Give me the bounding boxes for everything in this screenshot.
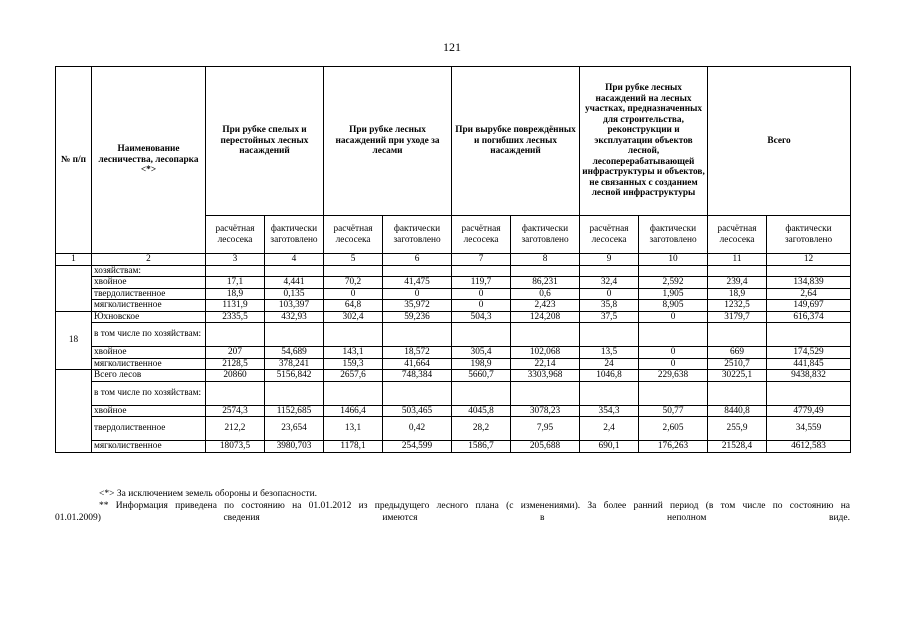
col-number: 12 [767,254,851,266]
subheader-plan: расчётная лесосека [708,216,767,254]
col-number: 5 [324,254,383,266]
table-row [56,405,851,417]
cell-value [206,265,265,277]
row-number: 18 [56,311,92,370]
header-group-5: Всего [708,67,851,216]
page-number: 121 [443,40,461,54]
cell-value: 1152,685 [265,405,324,417]
col-number: 7 [452,254,511,266]
header-group-1: При рубке спелых и перестойных лесных насаждений [206,67,324,216]
footnotes [55,488,850,524]
row-number-empty [56,370,92,453]
footnote-word: 01.01.2009) [55,513,101,523]
header-group-3: При вырубке повреждённых и погибших лесных насаждений [452,67,580,216]
cell-value: 13,5 [580,347,639,359]
cell-value: 207 [206,347,265,359]
row-name: мягколиственное [92,358,206,370]
cell-value: 18,9 [206,288,265,300]
subheader-plan: расчётная лесосека [580,216,639,254]
cell-value: 159,3 [324,358,383,370]
cell-value [767,265,851,277]
cell-value: 143,1 [324,347,383,359]
cell-value: 134,839 [767,277,851,289]
column-number-row [56,254,851,266]
table-row [56,417,851,441]
cell-value: 54,689 [265,347,324,359]
subheader-fact: фактически заготовлено [767,216,851,254]
cell-value [639,265,708,277]
cell-value: 23,654 [265,417,324,441]
footnote-word: неполном [667,513,707,523]
cell-value: 4045,8 [452,405,511,417]
cell-value: 34,559 [767,417,851,441]
cell-value: 1466,4 [324,405,383,417]
cell-value: 35,972 [383,300,452,312]
table-row [56,370,851,382]
cell-value: 503,465 [383,405,452,417]
cell-value: 2,592 [639,277,708,289]
cell-value [639,323,708,347]
row-name: хвойное [92,277,206,289]
footnote-word: имеются [382,513,418,523]
row-name: Всего лесов [92,370,206,382]
cell-value [580,265,639,277]
subheader-plan: расчётная лесосека [452,216,511,254]
subheader-plan: расчётная лесосека [206,216,265,254]
cell-value [324,381,383,405]
cell-value: 102,068 [511,347,580,359]
cell-value: 1586,7 [452,441,511,453]
cell-value: 0 [639,358,708,370]
cell-value: 4612,583 [767,441,851,453]
header-name: Наименование лесничества, лесопарка <*> [92,67,206,254]
cell-value: 103,397 [265,300,324,312]
footnote-word: в [539,513,545,523]
cell-value [324,265,383,277]
col-number: 10 [639,254,708,266]
cell-value [708,265,767,277]
cell-value [265,265,324,277]
footnote-1: <*> За исключением земель обороны и безопасности. [99,489,318,499]
cell-value: 3303,968 [511,370,580,382]
row-name: хвойное [92,347,206,359]
col-number: 9 [580,254,639,266]
cell-value: 378,241 [265,358,324,370]
table-row [56,323,851,347]
row-name: Юхновское [92,311,206,323]
cell-value: 9438,832 [767,370,851,382]
cell-value: 1,905 [639,288,708,300]
cell-value: 50,77 [639,405,708,417]
header-group-2: При рубке лесных насаждений при уходе за лесами [324,67,452,216]
cell-value: 2574,3 [206,405,265,417]
footnote-2: ** Информация приведена по состоянию на 01.01.2012 из предыдущего лесного плана (с изменениями). За более ранний период (в том числе по состоянию на [99,501,850,511]
cell-value: 669 [708,347,767,359]
cell-value: 0,6 [511,288,580,300]
col-number: 2 [92,254,206,266]
row-name: твердолиственное [92,417,206,441]
cell-value: 2,4 [580,417,639,441]
footnote-word: виде. [828,513,850,523]
cell-value [383,323,452,347]
cell-value: 441,845 [767,358,851,370]
cell-value [767,381,851,405]
cell-value: 41,664 [383,358,452,370]
cell-value: 0 [383,288,452,300]
cell-value: 0,42 [383,417,452,441]
table-row [56,265,851,277]
cell-value: 24 [580,358,639,370]
cell-value: 4779,49 [767,405,851,417]
subheader-fact: фактически заготовлено [383,216,452,254]
cell-value: 504,3 [452,311,511,323]
table-row [56,288,851,300]
cell-value: 64,8 [324,300,383,312]
cell-value: 0,135 [265,288,324,300]
table-row [56,381,851,405]
cell-value [206,381,265,405]
cell-value: 0 [639,347,708,359]
cell-value: 35,8 [580,300,639,312]
cell-value [383,265,452,277]
row-name: в том числе по хозяйствам: [92,381,206,405]
footnote-2-continuation [55,512,850,524]
cell-value: 3980,703 [265,441,324,453]
cell-value: 2335,5 [206,311,265,323]
cell-value [511,323,580,347]
cell-value: 30225,1 [708,370,767,382]
cell-value [265,323,324,347]
cell-value: 198,9 [452,358,511,370]
cell-value [511,265,580,277]
cell-value: 18073,5 [206,441,265,453]
cell-value: 1131,9 [206,300,265,312]
table-row [56,311,851,323]
cell-value: 18,9 [708,288,767,300]
cell-value [708,381,767,405]
cell-value: 2510,7 [708,358,767,370]
cell-value: 28,2 [452,417,511,441]
cell-value: 70,2 [324,277,383,289]
cell-value: 205,688 [511,441,580,453]
cell-value: 21528,4 [708,441,767,453]
cell-value: 1178,1 [324,441,383,453]
col-number: 1 [56,254,92,266]
cell-value: 432,93 [265,311,324,323]
cell-value: 0 [580,288,639,300]
cell-value: 2,64 [767,288,851,300]
cell-value: 3179,7 [708,311,767,323]
header-num: № п/п [56,67,92,254]
cell-value [580,323,639,347]
cell-value: 212,2 [206,417,265,441]
cell-value: 8,905 [639,300,708,312]
row-number-empty [56,265,92,311]
cell-value: 7,95 [511,417,580,441]
cell-value [452,323,511,347]
cell-value: 0 [452,300,511,312]
cell-value: 254,599 [383,441,452,453]
cell-value: 255,9 [708,417,767,441]
cell-value: 4,441 [265,277,324,289]
cell-value: 5660,7 [452,370,511,382]
cell-value: 239,4 [708,277,767,289]
cell-value: 0 [639,311,708,323]
table-row [56,277,851,289]
total-rows [56,370,851,453]
cell-value: 8440,8 [708,405,767,417]
cell-value [639,381,708,405]
table-row [56,347,851,359]
cell-value: 17,1 [206,277,265,289]
cell-value: 20860 [206,370,265,382]
row-name: хвойное [92,405,206,417]
cell-value: 302,4 [324,311,383,323]
cell-value [452,265,511,277]
col-number: 3 [206,254,265,266]
cell-value: 174,529 [767,347,851,359]
cell-value: 149,697 [767,300,851,312]
col-number: 6 [383,254,452,266]
cell-value: 1232,5 [708,300,767,312]
cell-value: 86,231 [511,277,580,289]
cell-value: 2128,5 [206,358,265,370]
cell-value [265,381,324,405]
cell-value: 0 [324,288,383,300]
cell-value [324,323,383,347]
cell-value: 119,7 [452,277,511,289]
cell-value: 18,572 [383,347,452,359]
cell-value [708,323,767,347]
row-name: мягколиственное [92,300,206,312]
cell-value: 616,374 [767,311,851,323]
table-row [56,300,851,312]
group-18-rows [56,311,851,370]
subheader-plan: расчётная лесосека [324,216,383,254]
cell-value: 41,475 [383,277,452,289]
cell-value: 305,4 [452,347,511,359]
harvest-table [55,66,851,453]
cell-value: 1046,8 [580,370,639,382]
cell-value [452,381,511,405]
cell-value: 59,236 [383,311,452,323]
col-number: 4 [265,254,324,266]
cell-value: 3078,23 [511,405,580,417]
header-group-4: При рубке лесных насаждений на лесных участках, предназначенных для строительства, реконструкции и эксплуатации объектов лесной, лесоперерабатывающей инфраструктуры и объектов, не связанных с созданием лесной инфраструктуры [580,67,708,216]
subheader-fact: фактически заготовлено [639,216,708,254]
cell-value: 32,4 [580,277,639,289]
top-rows [56,265,851,311]
cell-value: 22,14 [511,358,580,370]
cell-value: 2657,6 [324,370,383,382]
cell-value: 5156,842 [265,370,324,382]
row-name: в том числе по хозяйствам: [92,323,206,347]
subheader-fact: фактически заготовлено [265,216,324,254]
cell-value: 0 [452,288,511,300]
cell-value [511,381,580,405]
row-name: хозяйствам: [92,265,206,277]
row-name: твердолиственное [92,288,206,300]
cell-value: 124,208 [511,311,580,323]
cell-value: 354,3 [580,405,639,417]
col-number: 8 [511,254,580,266]
table-row [56,441,851,453]
cell-value: 748,384 [383,370,452,382]
cell-value: 690,1 [580,441,639,453]
cell-value: 37,5 [580,311,639,323]
cell-value [580,381,639,405]
cell-value: 2,423 [511,300,580,312]
cell-value [767,323,851,347]
cell-value [206,323,265,347]
col-number: 11 [708,254,767,266]
cell-value: 13,1 [324,417,383,441]
subheader-fact: фактически заготовлено [511,216,580,254]
table-row [56,358,851,370]
cell-value [383,381,452,405]
cell-value: 2,605 [639,417,708,441]
cell-value: 229,638 [639,370,708,382]
cell-value: 176,263 [639,441,708,453]
footnote-word: сведения [223,513,260,523]
row-name: мягколиственное [92,441,206,453]
